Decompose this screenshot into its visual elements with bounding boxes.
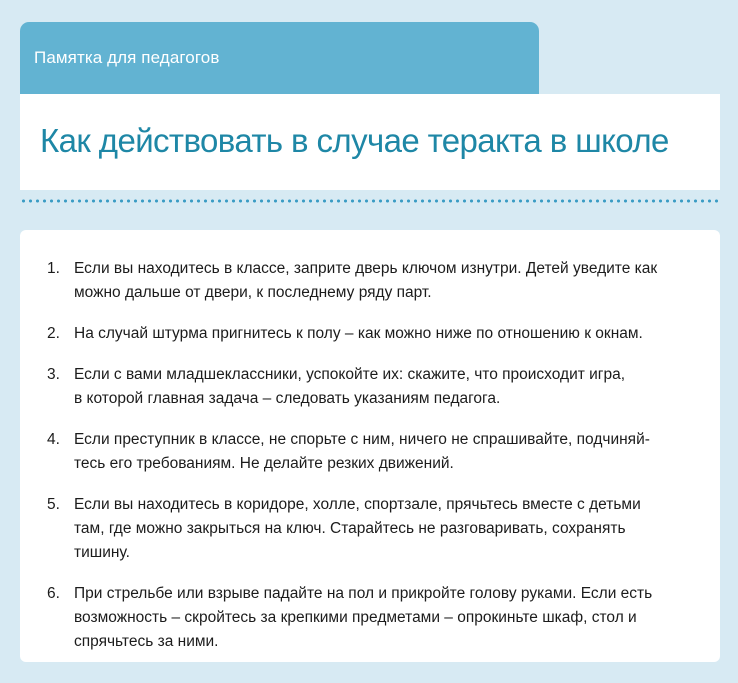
rule-item-5 [20, 493, 720, 565]
rule-number: 4. [47, 431, 60, 448]
title-box [20, 94, 720, 190]
header-tab [20, 22, 539, 98]
rule-text: Если с вами младшеклассники, успокойте их: скажите, что происходит игра, в которой главная задача – следовать указаниям педагога. [74, 366, 626, 407]
rule-number: 6. [47, 585, 60, 602]
rule-number: 5. [47, 496, 60, 513]
rule-item-3 [20, 363, 720, 411]
rule-text: Если преступник в классе, не спорьте с ним, ничего не спрашивайте, подчиняй- тесь его требованиям. Не делайте резких движений. [74, 431, 650, 472]
rule-text: При стрельбе или взрыве падайте на пол и прикройте голову руками. Если есть возможность – скройтесь за крепкими предметами – опрокиньте шкаф, стол и спрячьтесь за ними. [74, 585, 653, 650]
rule-number: 1. [47, 260, 60, 277]
content-box [20, 230, 720, 662]
rule-text: Если вы находитесь в коридоре, холле, спортзале, прячьтесь вместе с детьми там, где можно закрыться на ключ. Старайтесь не разговаривать, сохранять тишину. [74, 496, 641, 561]
rule-number: 3. [47, 366, 60, 383]
rule-item-6 [20, 582, 720, 654]
rule-text: На случай штурма пригнитесь к полу – как можно ниже по отношению к окнам. [74, 325, 643, 342]
rule-number: 2. [47, 325, 60, 342]
page-title: Как действовать в случае теракта в школе [40, 122, 669, 159]
header-tab-label: Памятка для педагогов [34, 48, 220, 67]
rule-text: Если вы находитесь в классе, заприте дверь ключом изнутри. Детей уведите как можно дальше от двери, к последнему ряду парт. [74, 260, 658, 301]
dotted-divider [20, 199, 722, 203]
rule-item-1 [20, 257, 720, 305]
rule-item-4 [20, 428, 720, 476]
rule-item-2 [20, 322, 720, 346]
rules-list [20, 257, 720, 671]
